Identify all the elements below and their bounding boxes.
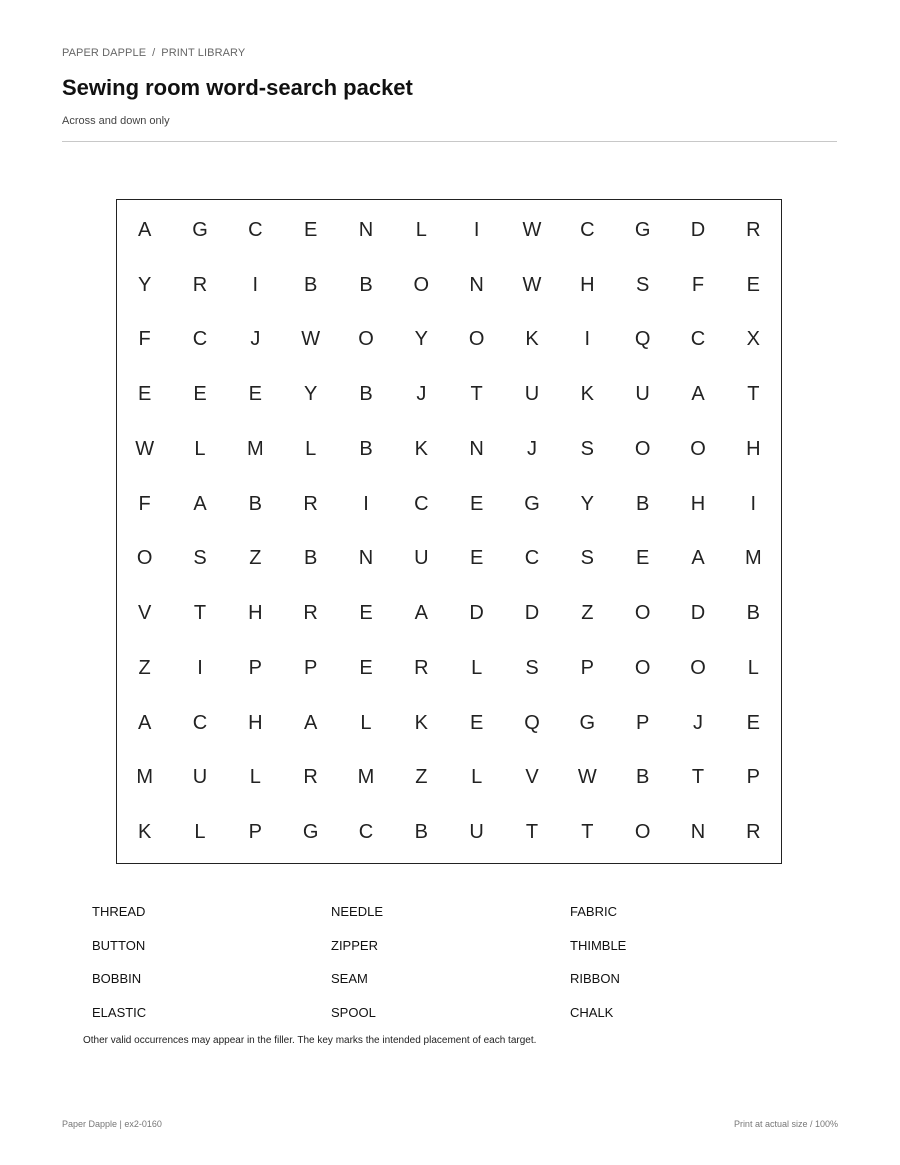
grid-cell[interactable]: T bbox=[581, 821, 594, 844]
grid-cell[interactable]: E bbox=[469, 547, 484, 570]
grid-cell[interactable]: W bbox=[577, 766, 597, 789]
word-bank-item: BOBBIN bbox=[92, 971, 142, 986]
grid-cell[interactable]: C bbox=[524, 547, 540, 570]
grid-cell[interactable]: Y bbox=[414, 328, 428, 351]
grid-cell[interactable]: V bbox=[137, 602, 152, 625]
grid-cell[interactable]: Q bbox=[524, 711, 540, 734]
grid-cell[interactable]: S bbox=[580, 437, 594, 460]
grid-cell[interactable]: U bbox=[524, 383, 540, 406]
grid-cell[interactable]: L bbox=[471, 766, 483, 789]
grid-cell[interactable]: E bbox=[303, 218, 318, 241]
grid-cell[interactable]: J bbox=[692, 711, 703, 734]
grid-cell[interactable]: C bbox=[248, 218, 263, 241]
grid-cell[interactable]: G bbox=[634, 218, 651, 241]
grid-cell[interactable]: H bbox=[248, 711, 263, 734]
grid-cell[interactable]: H bbox=[690, 492, 706, 515]
grid-cell[interactable]: J bbox=[416, 383, 427, 406]
grid-cell[interactable]: U bbox=[469, 821, 484, 844]
grid-cell[interactable]: U bbox=[414, 547, 429, 570]
grid-cell[interactable]: W bbox=[301, 328, 321, 351]
grid-cell[interactable]: G bbox=[192, 218, 208, 241]
grid-cell[interactable]: K bbox=[137, 821, 152, 844]
word-bank-item: NEEDLE bbox=[331, 904, 384, 919]
grid-cell[interactable]: N bbox=[358, 218, 374, 241]
grid-cell[interactable]: O bbox=[413, 273, 430, 296]
grid-cell[interactable]: J bbox=[250, 328, 261, 351]
grid-cell[interactable]: R bbox=[303, 602, 318, 625]
grid-cell[interactable]: S bbox=[635, 273, 650, 296]
word-bank-item: SPOOL bbox=[331, 1004, 376, 1020]
grid-cell[interactable]: C bbox=[358, 821, 374, 844]
grid-cell[interactable]: E bbox=[469, 711, 484, 734]
grid-cell[interactable]: R bbox=[746, 821, 761, 844]
grid-cell[interactable]: B bbox=[414, 821, 428, 844]
grid-cell[interactable]: R bbox=[746, 218, 761, 241]
word-bank-item: THREAD bbox=[92, 904, 146, 919]
grid-cell[interactable]: E bbox=[248, 383, 262, 406]
word-bank-item: THIMBLE bbox=[570, 937, 627, 953]
grid-cell[interactable]: B bbox=[359, 383, 373, 406]
grid-cell[interactable]: D bbox=[469, 602, 484, 625]
grid-cell[interactable]: L bbox=[415, 218, 427, 241]
grid-cell[interactable]: O bbox=[634, 656, 651, 679]
grid-cell[interactable]: A bbox=[137, 218, 152, 241]
grid-cell[interactable]: I bbox=[252, 273, 259, 296]
grid-cell[interactable]: E bbox=[359, 656, 373, 679]
grid-cell[interactable]: C bbox=[580, 218, 595, 241]
grid-cell[interactable]: O bbox=[634, 821, 651, 844]
grid-cell[interactable]: K bbox=[414, 437, 428, 460]
grid-cell[interactable]: K bbox=[525, 328, 539, 351]
grid-cell[interactable]: U bbox=[192, 766, 208, 789]
grid-cell[interactable]: Z bbox=[581, 602, 594, 625]
grid-cell[interactable]: F bbox=[138, 328, 151, 351]
grid-cell[interactable]: B bbox=[248, 492, 262, 515]
grid-cell[interactable]: E bbox=[746, 273, 760, 296]
grid-cell[interactable]: L bbox=[305, 437, 317, 460]
page-subtitle: Across and down only bbox=[62, 115, 170, 127]
grid-cell[interactable]: D bbox=[524, 602, 540, 625]
grid-cell[interactable]: W bbox=[135, 437, 155, 460]
grid-cell[interactable]: S bbox=[525, 656, 539, 679]
grid-cell[interactable]: Q bbox=[634, 328, 651, 351]
word-bank-item: ZIPPER bbox=[331, 937, 378, 953]
grid-cell[interactable]: T bbox=[525, 821, 539, 844]
breadcrumb-item-publisher[interactable]: PAPER DAPPLE bbox=[62, 47, 147, 59]
breadcrumb-separator: / bbox=[152, 47, 156, 59]
word-bank bbox=[92, 904, 812, 1038]
grid-cell[interactable]: T bbox=[193, 602, 207, 625]
grid-cell[interactable]: P bbox=[746, 766, 760, 789]
page-title: Sewing room word-search packet bbox=[62, 75, 413, 100]
grid-cell[interactable]: N bbox=[358, 547, 374, 570]
grid-cell[interactable]: V bbox=[525, 766, 539, 789]
grid-cell[interactable]: D bbox=[690, 602, 706, 625]
word-bank-item: FABRIC bbox=[570, 904, 617, 919]
grid-cell[interactable]: G bbox=[524, 492, 540, 515]
header-divider bbox=[62, 141, 837, 142]
grid-cell[interactable]: N bbox=[469, 273, 484, 296]
grid-cell[interactable]: E bbox=[193, 383, 207, 406]
word-bank-item: CHALK bbox=[570, 1004, 614, 1020]
grid-cell[interactable]: G bbox=[579, 711, 596, 734]
grid-cell[interactable]: Y bbox=[580, 492, 594, 515]
grid-cell[interactable]: C bbox=[192, 328, 208, 351]
grid-cell[interactable]: C bbox=[414, 492, 429, 515]
grid-cell[interactable]: L bbox=[747, 656, 759, 679]
grid-cell[interactable]: H bbox=[248, 602, 263, 625]
grid-cell[interactable]: M bbox=[357, 766, 375, 789]
grid-cell[interactable]: M bbox=[744, 547, 762, 570]
grid-cell[interactable]: U bbox=[635, 383, 650, 406]
grid-cell[interactable]: O bbox=[136, 547, 153, 570]
grid-cell[interactable]: L bbox=[360, 711, 372, 734]
grid-cell[interactable]: P bbox=[580, 656, 594, 679]
grid-cell[interactable]: A bbox=[193, 492, 207, 515]
grid-cell[interactable]: Z bbox=[138, 656, 151, 679]
grid-cell[interactable]: E bbox=[635, 547, 650, 570]
grid-cell[interactable]: O bbox=[468, 328, 485, 351]
word-bank-item: ELASTIC bbox=[92, 1004, 147, 1020]
grid-cell[interactable]: T bbox=[691, 766, 705, 789]
grid-cell[interactable]: R bbox=[414, 656, 429, 679]
grid-cell[interactable]: A bbox=[691, 547, 705, 570]
breadcrumb-item-library[interactable]: PRINT LIBRARY bbox=[161, 47, 246, 59]
grid-cell[interactable]: B bbox=[746, 602, 760, 625]
grid-cell[interactable]: L bbox=[249, 766, 261, 789]
grid-cell[interactable]: R bbox=[303, 492, 318, 515]
grid-cell[interactable]: O bbox=[634, 602, 651, 625]
grid-cell[interactable]: Y bbox=[137, 273, 152, 296]
grid-cell[interactable]: Z bbox=[415, 766, 428, 789]
word-bank-item: SEAM bbox=[331, 971, 368, 986]
grid-cell[interactable]: I bbox=[584, 328, 591, 351]
grid-cell[interactable]: T bbox=[747, 383, 760, 406]
grid-cell[interactable]: W bbox=[522, 273, 542, 296]
grid-cell[interactable]: E bbox=[137, 383, 152, 406]
word-bank-item: BUTTON bbox=[92, 937, 146, 953]
grid-cell[interactable]: N bbox=[469, 437, 484, 460]
grid-cell[interactable]: I bbox=[473, 218, 480, 241]
grid-cell[interactable]: X bbox=[746, 328, 760, 351]
grid-cell[interactable]: P bbox=[248, 656, 262, 679]
grid-cell[interactable]: P bbox=[303, 656, 318, 679]
grid-cell[interactable]: S bbox=[580, 547, 594, 570]
grid-cell[interactable]: B bbox=[635, 492, 650, 515]
grid-cell[interactable]: R bbox=[303, 766, 318, 789]
grid-cell[interactable]: L bbox=[194, 821, 206, 844]
grid-cell[interactable]: O bbox=[690, 656, 706, 679]
grid-cell[interactable]: N bbox=[690, 821, 706, 844]
grid-cell[interactable]: H bbox=[746, 437, 761, 460]
grid-cell[interactable]: C bbox=[690, 328, 706, 351]
grid-cell[interactable]: T bbox=[470, 383, 483, 406]
grid-cell[interactable]: D bbox=[690, 218, 706, 241]
grid-cell[interactable]: J bbox=[526, 437, 537, 460]
grid-cell[interactable]: K bbox=[580, 383, 594, 406]
grid-cell[interactable]: B bbox=[359, 437, 373, 460]
grid-cell[interactable]: E bbox=[469, 492, 484, 515]
grid-cell[interactable]: R bbox=[192, 273, 208, 296]
grid-cell[interactable]: E bbox=[359, 602, 373, 625]
grid-cell[interactable]: I bbox=[197, 656, 203, 679]
grid-cell[interactable]: I bbox=[750, 492, 757, 515]
grid-cell[interactable]: Y bbox=[303, 383, 318, 406]
grid-cell[interactable]: A bbox=[414, 602, 428, 625]
grid-cell[interactable]: W bbox=[522, 218, 542, 241]
grid-cell[interactable]: B bbox=[635, 766, 650, 789]
grid-cell[interactable]: I bbox=[363, 492, 369, 515]
grid-cell[interactable]: C bbox=[192, 711, 208, 734]
grid-cell[interactable]: F bbox=[138, 492, 151, 515]
word-bank-item: RIBBON bbox=[570, 971, 620, 986]
grid-cell[interactable]: E bbox=[746, 711, 760, 734]
grid-cell[interactable]: B bbox=[303, 547, 318, 570]
footer-source: Paper Dapple | ex2-0160 bbox=[62, 1119, 162, 1129]
grid-cell[interactable]: G bbox=[302, 821, 319, 844]
breadcrumb bbox=[62, 47, 245, 59]
grid-cell[interactable]: F bbox=[691, 273, 705, 296]
grid-cell[interactable]: O bbox=[634, 437, 651, 460]
grid-cell[interactable]: O bbox=[690, 437, 706, 460]
grid-cell[interactable]: S bbox=[193, 547, 207, 570]
grid-cell[interactable]: H bbox=[580, 273, 595, 296]
grid-cell[interactable]: P bbox=[635, 711, 650, 734]
footer-print-hint: Print at actual size / 100% bbox=[733, 1119, 838, 1129]
grid-cell[interactable]: A bbox=[137, 711, 152, 734]
grid-cell[interactable]: M bbox=[136, 766, 153, 789]
puzzle-note: Other valid occurrences may appear in the filler. The key marks the intended placement of each target. bbox=[83, 1035, 537, 1046]
grid-cell[interactable]: K bbox=[414, 711, 428, 734]
grid-cell[interactable]: P bbox=[248, 821, 262, 844]
grid-cell[interactable]: B bbox=[359, 273, 373, 296]
grid-cell[interactable]: L bbox=[471, 656, 483, 679]
grid-cell[interactable]: A bbox=[303, 711, 318, 734]
grid-cell[interactable]: O bbox=[358, 328, 374, 351]
grid-cell[interactable]: A bbox=[691, 383, 705, 406]
grid-cell[interactable]: B bbox=[303, 273, 318, 296]
word-search-grid bbox=[116, 199, 782, 864]
grid-cell[interactable]: M bbox=[246, 437, 264, 460]
grid-cell[interactable]: L bbox=[194, 437, 206, 460]
grid-cell[interactable]: Z bbox=[249, 547, 262, 570]
